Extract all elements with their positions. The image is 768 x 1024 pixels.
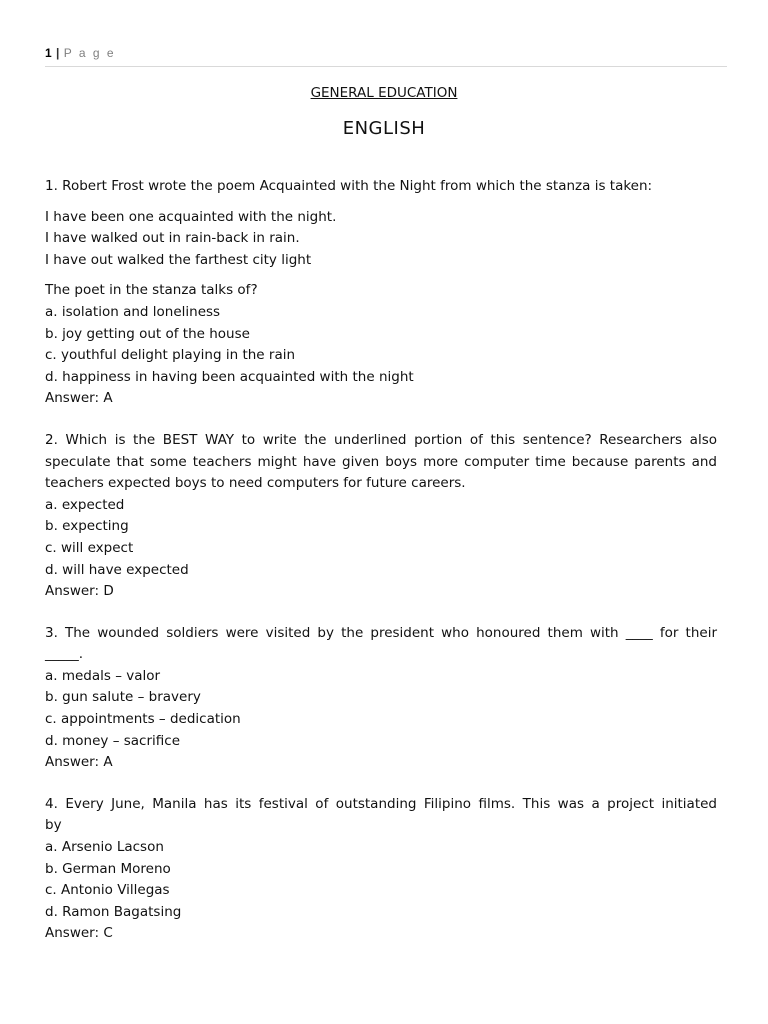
question-4-text-line-2: by: [45, 817, 62, 834]
question-4-choice-b: b. German Moreno: [45, 860, 171, 877]
section-title: GENERAL EDUCATION: [310, 85, 458, 101]
page-number: 1: [45, 46, 53, 60]
question-3-choice-c: c. appointments – dedication: [45, 711, 241, 728]
question-2-choice-c: c. will expect: [45, 539, 134, 556]
question-1-choice-d: d. happiness in having been acquainted with the night: [45, 368, 414, 385]
question-1-choice-c: c. youthful delight playing in the rain: [45, 347, 296, 364]
question-3-answer: Answer: A: [45, 754, 113, 771]
question-4-choice-d: d. Ramon Bagatsing: [45, 903, 182, 920]
page-header: [45, 46, 727, 67]
question-1-answer: Answer: A: [45, 390, 113, 407]
question-2-choice-d: d. will have expected: [45, 561, 189, 578]
question-list: [45, 176, 717, 945]
question-3: [45, 623, 717, 774]
question-3-text-line-2: _____.: [45, 646, 84, 663]
question-1-choice-b: b. joy getting out of the house: [45, 325, 250, 342]
question-1-stanza: [45, 207, 717, 272]
question-4-choice-a: a. Arsenio Lacson: [45, 839, 164, 856]
question-2-choice-b: b. expecting: [45, 518, 129, 535]
stanza-line-2: I have walked out in rain-back in rain.: [45, 230, 300, 247]
subject-title: ENGLISH: [342, 118, 426, 139]
stanza-line-1: I have been one acquainted with the night.: [45, 208, 337, 225]
question-4: [45, 794, 717, 945]
question-1: [45, 176, 717, 410]
question-3-text-line-1: 3. The wounded soldiers were visited by the president who honoured them with ____ for their: [45, 624, 717, 641]
question-2: [45, 430, 717, 603]
question-1-choice-a: a. isolation and loneliness: [45, 303, 221, 320]
question-2-answer: Answer: D: [45, 583, 114, 600]
question-2-text-line-2: speculate that some teachers might have given boys more computer time because parents and: [45, 453, 717, 470]
question-4-answer: Answer: C: [45, 925, 113, 942]
page-label: P a g e: [63, 46, 116, 60]
question-4-text-line-1: 4. Every June, Manila has its festival of outstanding Filipino films. This was a project initiated: [45, 795, 717, 812]
stanza-line-3: I have out walked the farthest city light: [45, 251, 312, 268]
question-3-choice-a: a. medals – valor: [45, 667, 161, 684]
question-1-text: 1. Robert Frost wrote the poem Acquainted with the Night from which the stanza is taken:: [45, 178, 653, 194]
question-2-choice-a: a. expected: [45, 496, 125, 513]
page-separator: |: [52, 46, 64, 60]
question-3-choice-d: d. money – sacrifice: [45, 732, 181, 749]
question-4-choice-c: c. Antonio Villegas: [45, 882, 170, 899]
question-1-prompt: The poet in the stanza talks of?: [45, 282, 258, 299]
question-2-text-line-3: teachers expected boys to need computers for future careers.: [45, 475, 466, 492]
question-3-choice-b: b. gun salute – bravery: [45, 689, 201, 706]
question-2-text-line-1: 2. Which is the BEST WAY to write the underlined portion of this sentence? Researchers also: [45, 431, 717, 448]
